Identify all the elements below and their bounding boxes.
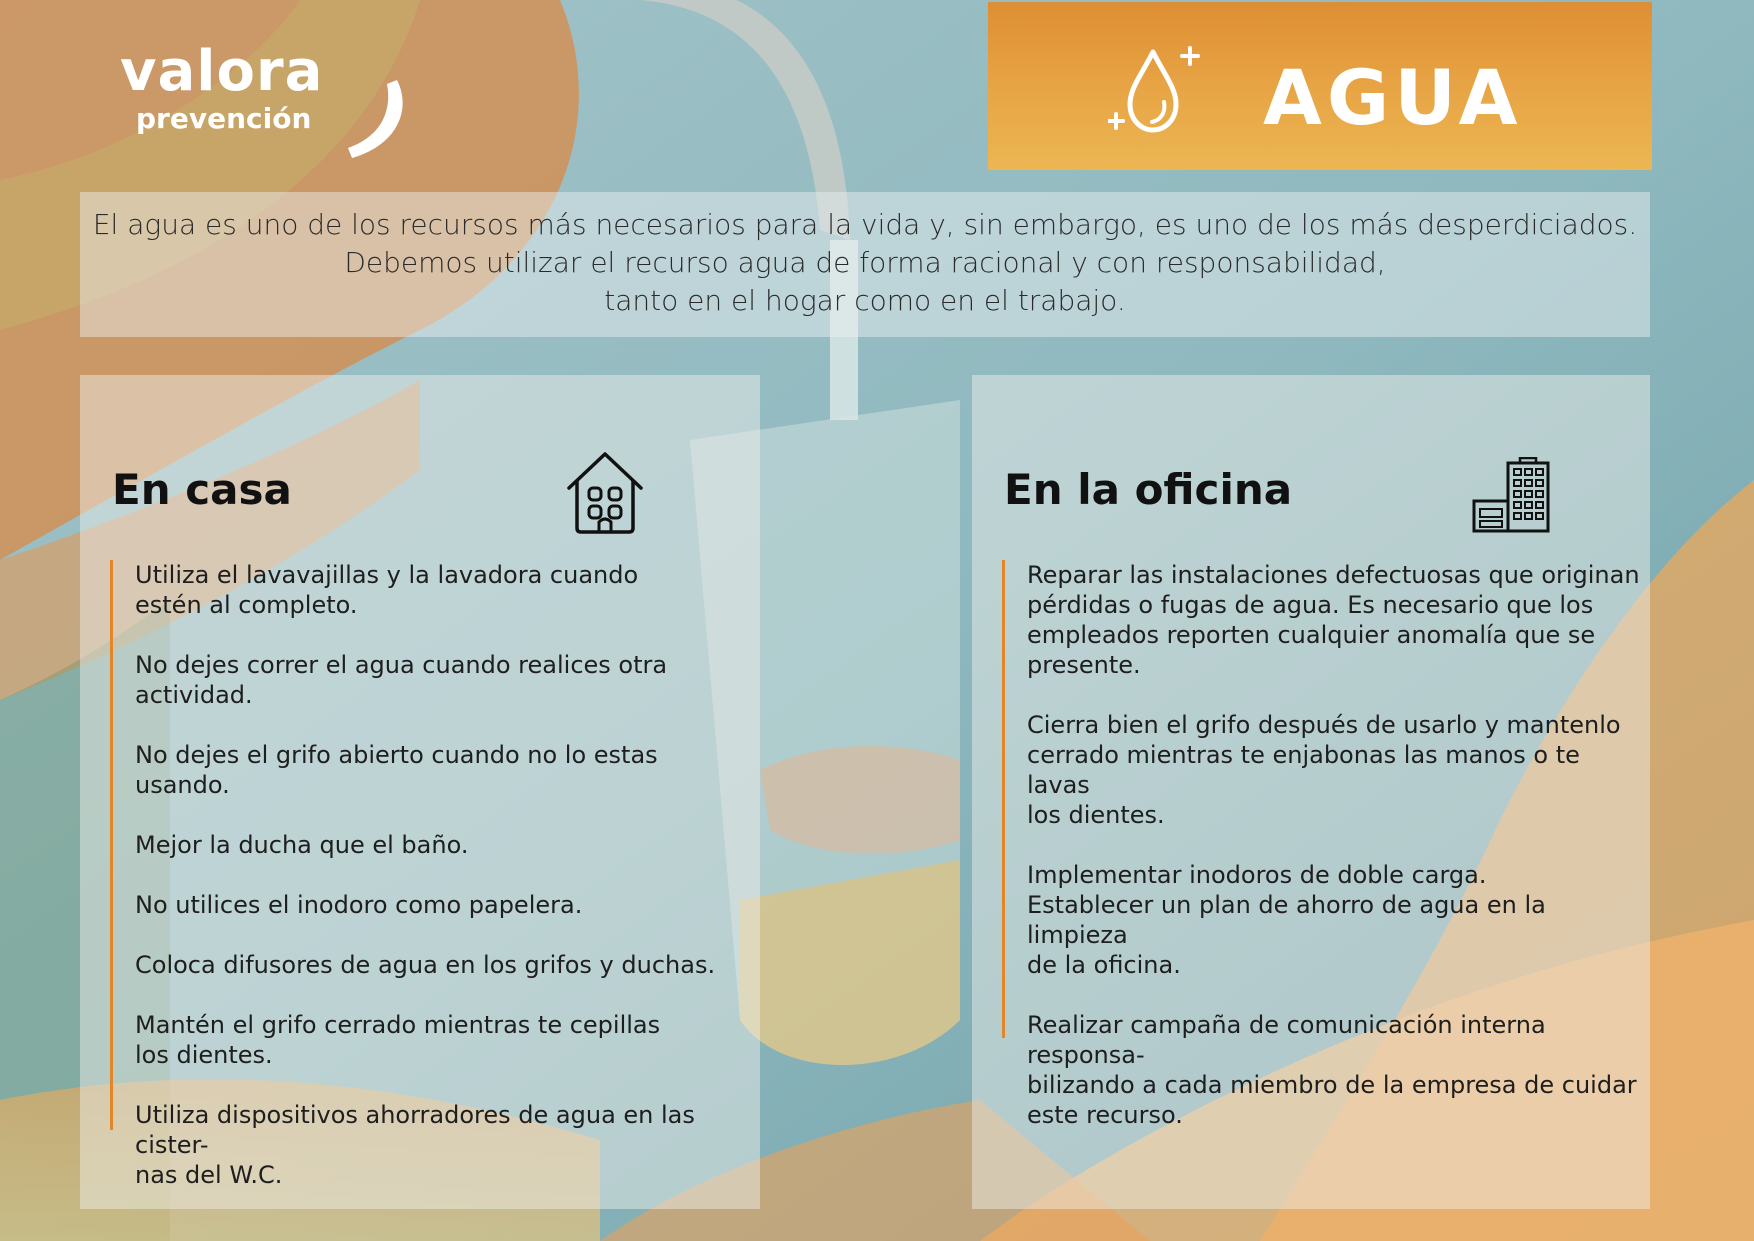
brand-tagline: prevención	[136, 102, 312, 135]
brand-logo	[120, 40, 400, 150]
list-item: Realizar campaña de comunicación interna responsa- bilizando a cada miembro de la empresa de cuidar este recurso.	[1027, 1011, 1637, 1129]
home-tips-panel	[80, 375, 760, 1209]
list-item: Utiliza el lavavajillas y la lavadora cuando estén al completo.	[135, 561, 639, 619]
intro-line: tanto en el hogar como en el trabajo.	[604, 284, 1126, 317]
list-item: Mejor la ducha que el baño.	[135, 831, 469, 859]
list-item: No dejes correr el agua cuando realices otra actividad.	[135, 651, 668, 709]
title-banner	[988, 2, 1652, 170]
list-item: Mantén el grifo cerrado mientras te cepillas los dientes.	[135, 1011, 661, 1069]
brand-name: valora	[120, 39, 324, 104]
home-tips-list	[110, 560, 760, 1189]
intro-line: El agua es uno de los recursos más necesarios para la vida y, sin embargo, es uno de los más desperdiciados.	[92, 208, 1638, 241]
page-title: AGUA	[1263, 53, 1523, 142]
list-item: Utiliza dispositivos ahorradores de agua en las cister- nas del W.C.	[135, 1101, 695, 1189]
logo-swoosh-icon	[342, 70, 442, 160]
home-section-title: En casa	[112, 465, 292, 514]
list-item: Implementar inodoros de doble carga. Establecer un plan de ahorro de agua en la limpieza de la oficina.	[1027, 861, 1546, 979]
water-drop-icon	[1108, 40, 1208, 140]
intro-text	[80, 192, 1650, 337]
office-building-icon	[1472, 457, 1556, 533]
office-tips-list	[1002, 560, 1650, 1129]
list-item: Coloca difusores de agua en los grifos y duchas.	[135, 951, 716, 979]
list-item: No dejes el grifo abierto cuando no lo estas usando.	[135, 741, 658, 799]
list-item: Cierra bien el grifo después de usarlo y mantenlo cerrado mientras te enjabonas las manos o te lavas los dientes.	[1027, 711, 1621, 829]
list-item: Reparar las instalaciones defectuosas que originan pérdidas o fugas de agua. Es necesario que los empleados reporten cualquier anomalía que se presente.	[1027, 561, 1640, 679]
office-tips-panel	[972, 375, 1650, 1209]
office-section-title: En la oficina	[1004, 465, 1293, 514]
intro-line: Debemos utilizar el recurso agua de forma racional y con responsabilidad,	[344, 246, 1386, 279]
house-icon	[565, 450, 645, 536]
list-item: No utilices el inodoro como papelera.	[135, 891, 583, 919]
